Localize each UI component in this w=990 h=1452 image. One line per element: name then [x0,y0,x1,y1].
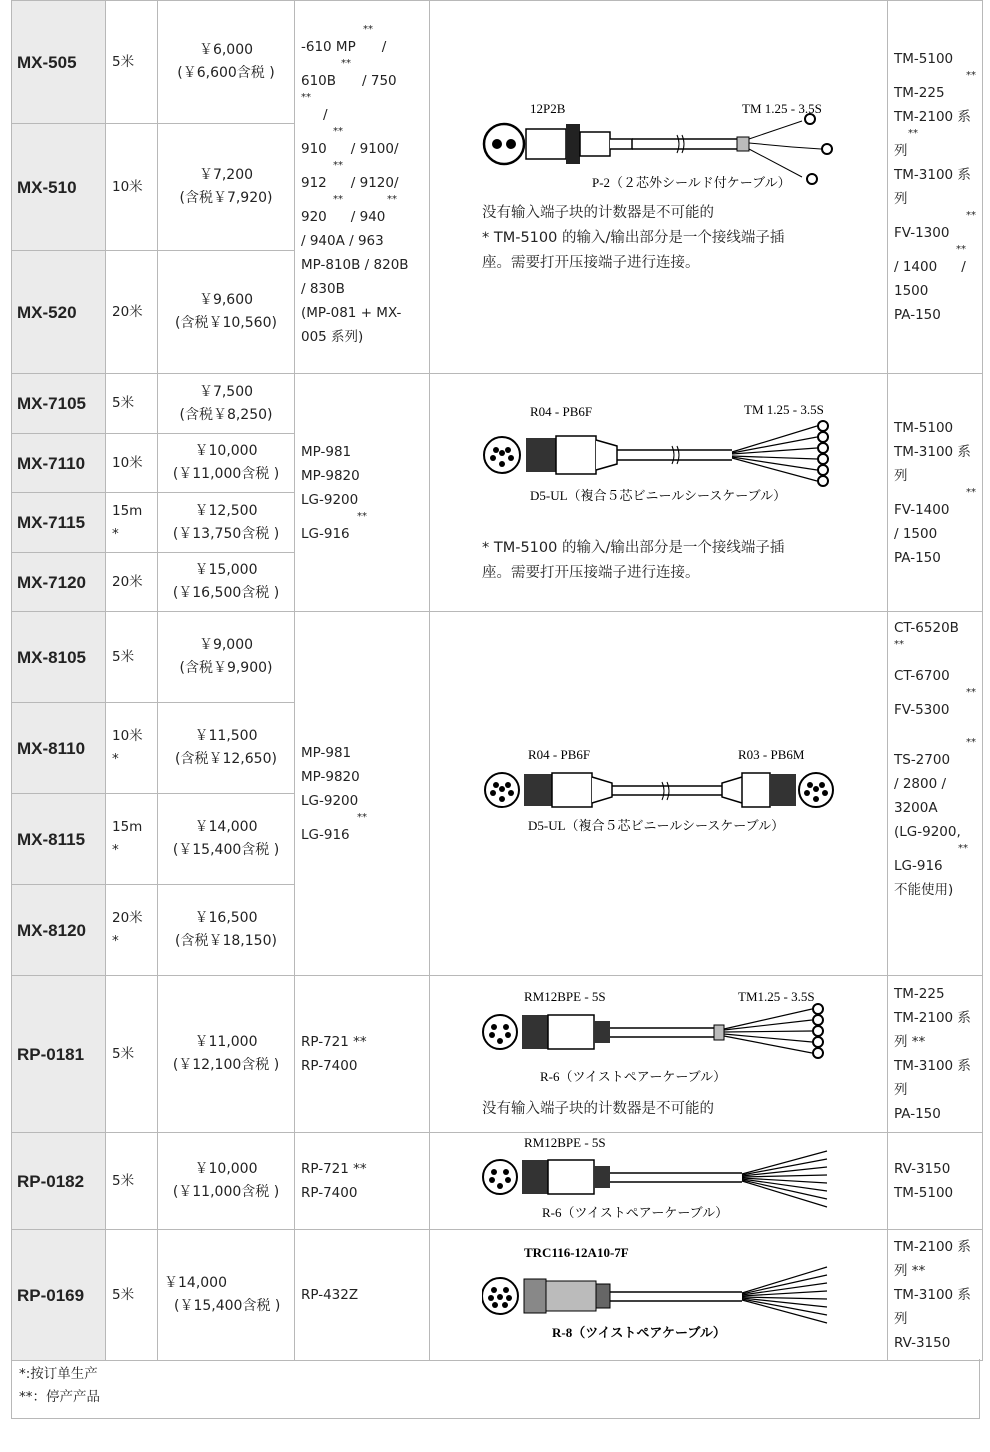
device-item: MP-9820 [301,467,360,484]
compat-item: / 1400 [894,259,938,275]
model-cell: MX-7120 [12,553,106,612]
discontinued-mark: ** [966,687,976,698]
length-cell: 10米 [106,124,158,251]
made-to-order-mark: * [112,751,119,767]
price: ￥14,000 [164,1275,227,1291]
compat-item: PA-150 [894,307,941,323]
terminal-label: TM 1.25 - 3.5S [744,401,824,417]
device-item: / 750 [362,73,397,89]
legend-footer [11,1359,980,1419]
length-cell: 10米 [106,434,158,493]
device-item: RP-7400 [301,1058,358,1074]
price-tax: (含税￥7,920) [179,190,273,206]
length-cell [106,703,158,794]
device-item: 610B [301,73,337,89]
applicable-devices-cell [295,1,430,374]
device-item: LG-9200 [301,792,359,809]
length: 15m [112,502,143,519]
compatible-devices-cell [888,1230,983,1361]
compat-item: 列 [894,467,908,484]
compat-item: TM-225 [894,85,945,101]
model-cell: RP-0181 [12,976,106,1133]
price: ￥10,000 [194,1161,258,1177]
connector-label: RM12BPE - 5S [524,1135,606,1150]
compat-item: CT-6700 [894,668,950,684]
device-item: / 830B [301,281,345,297]
compat-item: TM-2100 系 [894,109,971,125]
note-text: 座。需要打开压接端子进行连接。 [482,564,700,581]
device-item: RP-432Z [301,1287,359,1303]
cable-diagram-cell [430,976,888,1133]
device-item: RP-721 ** [301,1161,367,1177]
made-to-order-mark: * [112,933,119,949]
model-cell: RP-0169 [12,1230,106,1361]
cable-diagram [482,987,852,1087]
price-tax: (含税￥8,250) [179,406,273,423]
discontinued-legend: **：停产产品 [19,1389,100,1405]
price: ￥7,200 [198,167,254,183]
price: ￥9,000 [198,637,254,653]
cable-diagram-cell [430,1230,888,1361]
device-item: RP-721 ** [301,1034,367,1050]
model-cell: MX-505 [12,1,106,124]
length: 10米 [112,728,143,744]
cable-diagram-cell [430,1,888,374]
price-cell [158,553,295,612]
price-tax: (含税￥18,150) [175,933,277,949]
device-item: 005 系列) [301,329,364,345]
model-cell: RP-0182 [12,1133,106,1230]
compat-item: TM-3100 系 [894,443,971,460]
price-tax: (含税￥9,900) [179,660,273,676]
applicable-devices-cell [295,374,430,612]
discontinued-mark: ** [301,92,311,103]
price-tax: (￥15,400含税 ) [172,842,280,858]
price: ￥16,500 [194,910,258,926]
price-cell [158,976,295,1133]
length-cell: 5米 [106,1,158,124]
device-item: 920 [301,209,327,225]
discontinued-mark: ** [341,58,351,69]
terminal-label: TM1.25 - 3.5S [738,988,815,1004]
price-cell [158,124,295,251]
price-cell [158,493,295,553]
length: 20米 [112,910,143,926]
price-tax: (￥11,000含税 ) [172,466,280,482]
connector-label: TRC116-12A10-7F [524,1245,629,1260]
price-cell [158,885,295,976]
compatible-devices-cell [888,612,983,976]
device-item: MP-810B / 820B [301,257,409,273]
terminal-label: TM 1.25 - 3.5S [742,100,822,116]
price-tax: (含税￥10,560) [175,315,277,331]
discontinued-mark: ** [333,160,343,171]
price-cell [158,251,295,374]
compat-item: 列 [894,143,908,159]
price: ￥15,000 [194,562,258,578]
compatible-devices-cell [888,1133,983,1230]
compat-item: TM-2100 系 [894,1010,971,1026]
discontinued-mark: ** [958,843,968,854]
length-cell: 5米 [106,1230,158,1361]
cable-diagram [482,99,852,191]
model-cell: MX-7115 [12,493,106,553]
note-text: * TM-5100 的输入/输出部分是一个接线端子插 [482,539,785,556]
length-cell: 5米 [106,1133,158,1230]
compat-item: CT-6520B [894,620,959,636]
price: ￥10,000 [194,443,258,459]
discontinued-mark: ** [357,811,367,823]
compat-item: 列 [894,1311,908,1327]
cable-spec-table [11,0,983,1361]
connector-label: RM12BPE - 5S [524,988,606,1004]
note-text: 座。需要打开压接端子进行连接。 [482,254,700,271]
price-cell [158,703,295,794]
discontinued-mark: ** [966,486,976,498]
compat-item: TM-5100 [894,1185,954,1201]
compat-item: 列 ** [894,1263,926,1279]
price: ￥12,500 [194,502,258,519]
price-tax: (￥13,750含税 ) [172,525,280,542]
table-row [12,1230,983,1361]
compat-item: FV-1400 [894,501,950,518]
device-item: (MP-081 + MX- [301,305,402,321]
compat-item: 1500 [894,283,929,299]
price-cell [158,374,295,434]
compat-item: 列 [894,1082,908,1098]
discontinued-mark: ** [387,194,397,205]
note-text: * TM-5100 的输入/输出部分是一个接线端子插 [482,229,785,246]
applicable-devices-cell [295,1133,430,1230]
model-cell: MX-7105 [12,374,106,434]
compat-item: (LG-9200, [894,824,961,840]
compat-item: FV-5300 [894,702,950,718]
table-row [12,976,983,1133]
device-item: LG-916 [301,826,350,843]
model-cell: MX-8115 [12,794,106,885]
compat-item: 列 [894,191,908,207]
device-item: 912 [301,175,327,191]
table-row [12,374,983,434]
connector-label: R04 - PB6F [530,403,593,419]
compatible-devices-cell [888,374,983,612]
compatible-devices-cell [888,976,983,1133]
compat-item: TM-2100 系 [894,1239,971,1255]
made-to-order-mark: * [112,525,119,542]
compat-item: TM-5100 [894,51,954,67]
length-cell: 5米 [106,612,158,703]
cable-diagram [482,1241,852,1341]
price-tax: (￥15,400含税 ) [174,1298,281,1314]
compat-item: TM-5100 [894,419,954,436]
device-item: / 9120/ [350,175,399,191]
device-item: MP-981 [301,443,352,460]
table-row [12,1,983,124]
price-cell [158,1,295,124]
cable-caption: R-8（ツイストペアケーブル） [552,1325,726,1340]
device-item: / 940 [350,209,386,225]
length-cell: 20米 [106,251,158,374]
model-cell: MX-8105 [12,612,106,703]
note-text: 没有输入端子块的计数器是不可能的 [482,204,714,221]
discontinued-mark: ** [908,128,918,139]
cable-diagram-cell [430,374,888,612]
price: ￥6,000 [198,42,254,58]
length-cell: 20米 [106,553,158,612]
applicable-devices-cell [295,612,430,976]
length-cell: 5米 [106,374,158,434]
table-row [12,612,983,703]
cable-diagram [482,400,852,506]
price: ￥11,500 [194,728,258,744]
cable-caption: D5-UL（複合５芯ビニールシースケーブル） [528,817,785,833]
price: ￥11,000 [194,1034,258,1050]
length-cell [106,794,158,885]
cable-diagram [482,745,852,835]
compat-item: RV-3150 [894,1335,951,1351]
compat-item: / 2800 / [894,776,947,792]
compat-item: FV-1300 [894,225,950,241]
cable-caption: D5-UL（複合５芯ビニールシースケーブル） [530,487,787,503]
discontinued-mark: ** [363,24,373,35]
model-cell: MX-7110 [12,434,106,493]
length: 15m [112,819,143,835]
device-item: LG-916 [301,525,350,542]
device-item: 910 [301,141,327,157]
compat-item: RV-3150 [894,1161,951,1177]
price-tax: (￥11,000含税 ) [172,1184,280,1200]
price-tax: (￥6,600含税 ) [177,65,275,81]
price-tax: (含税￥12,650) [175,751,277,767]
compat-item: / [961,259,966,275]
discontinued-mark: ** [357,510,367,522]
applicable-devices-cell [295,1230,430,1361]
price-cell [158,794,295,885]
price-cell [158,1133,295,1230]
device-item: RP-7400 [301,1185,358,1201]
compat-item: PA-150 [894,549,941,566]
discontinued-mark: ** [894,639,904,650]
price-tax: (￥12,100含税 ) [172,1057,280,1073]
compat-item: LG-916 [894,858,943,874]
model-cell: MX-510 [12,124,106,251]
discontinued-mark: ** [333,194,343,205]
price-cell [158,1230,295,1361]
compat-item: PA-150 [894,1106,941,1122]
length-cell: 5米 [106,976,158,1133]
device-item: MP-981 [301,744,352,761]
compatible-devices-cell [888,1,983,374]
device-item: / 940A / 963 [301,233,384,249]
device-item: -610 MP [301,39,356,55]
cable-diagram-cell [430,1133,888,1230]
discontinued-mark: ** [966,737,976,748]
device-item: / [381,39,387,55]
price: ￥9,600 [198,292,254,308]
cable-diagram [482,1133,852,1221]
model-cell: MX-8110 [12,703,106,794]
device-item: / [323,107,328,123]
compat-item: TM-3100 系 [894,1287,971,1303]
price-cell [158,434,295,493]
model-cell: MX-520 [12,251,106,374]
length-cell [106,885,158,976]
applicable-devices-cell [295,976,430,1133]
compat-item: TM-225 [894,986,945,1002]
compat-item: 列 ** [894,1034,926,1050]
compat-item: / 1500 [894,525,938,542]
made-to-order-mark: * [112,842,119,858]
discontinued-mark: ** [966,70,976,81]
device-item: LG-9200 [301,491,359,508]
cable-caption: R-6（ツイストペアーケーブル） [542,1205,729,1220]
device-item: MP-9820 [301,768,360,785]
price: ￥7,500 [198,383,254,400]
price-tax: (￥16,500含税 ) [172,585,280,601]
discontinued-mark: ** [333,126,343,137]
discontinued-mark: ** [956,244,966,255]
price-cell [158,612,295,703]
table-row [12,1133,983,1230]
connector-label: 12P2B [530,100,566,116]
connector-label: R04 - PB6F [528,746,591,762]
cable-caption: R-6（ツイストペアーケーブル） [540,1068,727,1084]
compat-item: TM-3100 系 [894,1058,971,1074]
cable-diagram-cell [430,612,888,976]
compat-item: TM-3100 系 [894,167,971,183]
compat-item: TS-2700 [894,752,951,768]
device-item: / 9100/ [350,141,399,157]
cable-spec-table-wrapper [11,0,982,1361]
made-to-order-legend: *:按订单生产 [19,1366,98,1382]
model-cell: MX-8120 [12,885,106,976]
price: ￥14,000 [194,819,258,835]
connector-label-right: R03 - PB6M [738,746,805,762]
compat-item: 3200A [894,800,938,816]
cable-caption: P-2（２芯外シールド付ケーブル） [592,174,791,190]
compat-item: 不能使用) [894,882,954,898]
length-cell [106,493,158,553]
note-text: 没有输入端子块的计数器是不可能的 [482,1100,714,1117]
discontinued-mark: ** [966,210,976,221]
